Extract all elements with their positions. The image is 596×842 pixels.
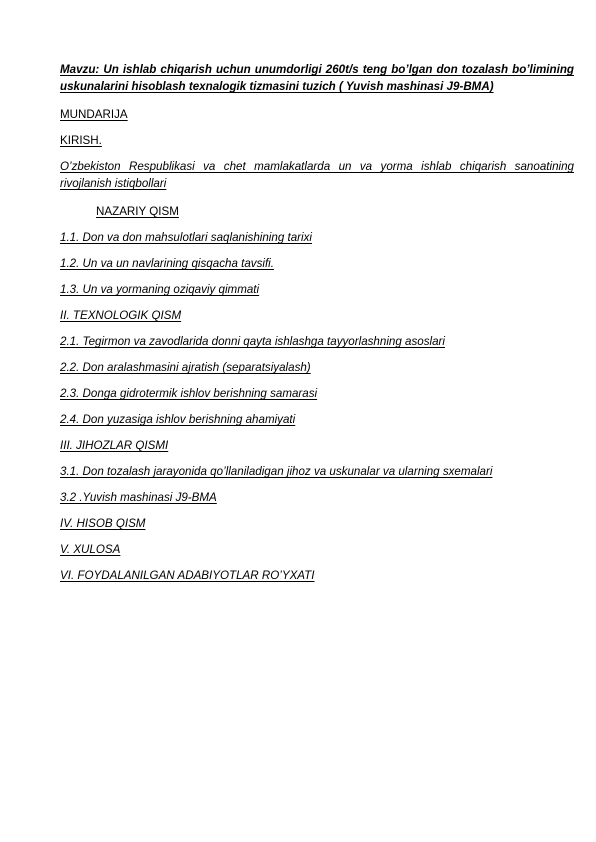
section-calculation-heading: IV. HISOB QISM (60, 517, 146, 530)
introduction-subtitle: O’zbekiston Respublikasi va chet mamlakatlarda un va yorma ishlab chiqarish sanoatining rivojlanish istiqbollari (60, 160, 574, 190)
section-technology-heading: II. TEXNOLOGIK QISM (60, 309, 182, 322)
toc-item-3-2: 3.2 .Yuvish mashinasi J9-BMA (60, 491, 217, 504)
section-theory-heading: NAZARIY QISM (96, 205, 179, 218)
introduction-heading: KIRISH. (60, 134, 102, 147)
section-equipment-heading: III. JIHOZLAR QISMI (60, 439, 169, 452)
section-conclusion-heading: V. XULOSA (60, 543, 121, 556)
toc-item-1-1: 1.1. Don va don mahsulotlari saqlanishining tarixi (60, 231, 312, 244)
toc-item-2-1: 2.1. Tegirmon va zavodlarida donni qayta ishlashga tayyorlashning asoslari (60, 335, 445, 348)
toc-item-3-1: 3.1. Don tozalash jarayonida qo’llaniladigan jihoz va uskunalar va ularning sxemalari (60, 465, 493, 478)
toc-item-2-2: 2.2. Don aralashmasini ajratish (separatsiyalash) (60, 361, 311, 374)
topic-paragraph: Mavzu: Un ishlab chiqarish uchun unumdorligi 260t/s teng bo’lgan don tozalash bo’limining uskunalarini hisoblash texnalogik tizmasini tuzich ( Yuvish mashinasi J9-BMA) (60, 63, 574, 93)
contents-heading: MUNDARIJA (60, 108, 128, 121)
toc-item-2-3: 2.3. Donga gidrotermik ishlov berishning samarasi (60, 387, 318, 400)
toc-item-1-3: 1.3. Un va yormaning oziqaviy qimmati (60, 283, 260, 296)
toc-item-2-4: 2.4. Don yuzasiga ishlov berishning ahamiyati (60, 413, 296, 426)
toc-item-1-2: 1.2. Un va un navlarining qisqacha tavsifi. (60, 257, 274, 270)
section-references-heading: VI. FOYDALANILGAN ADABIYOTLAR RO’YXATI (60, 569, 315, 582)
